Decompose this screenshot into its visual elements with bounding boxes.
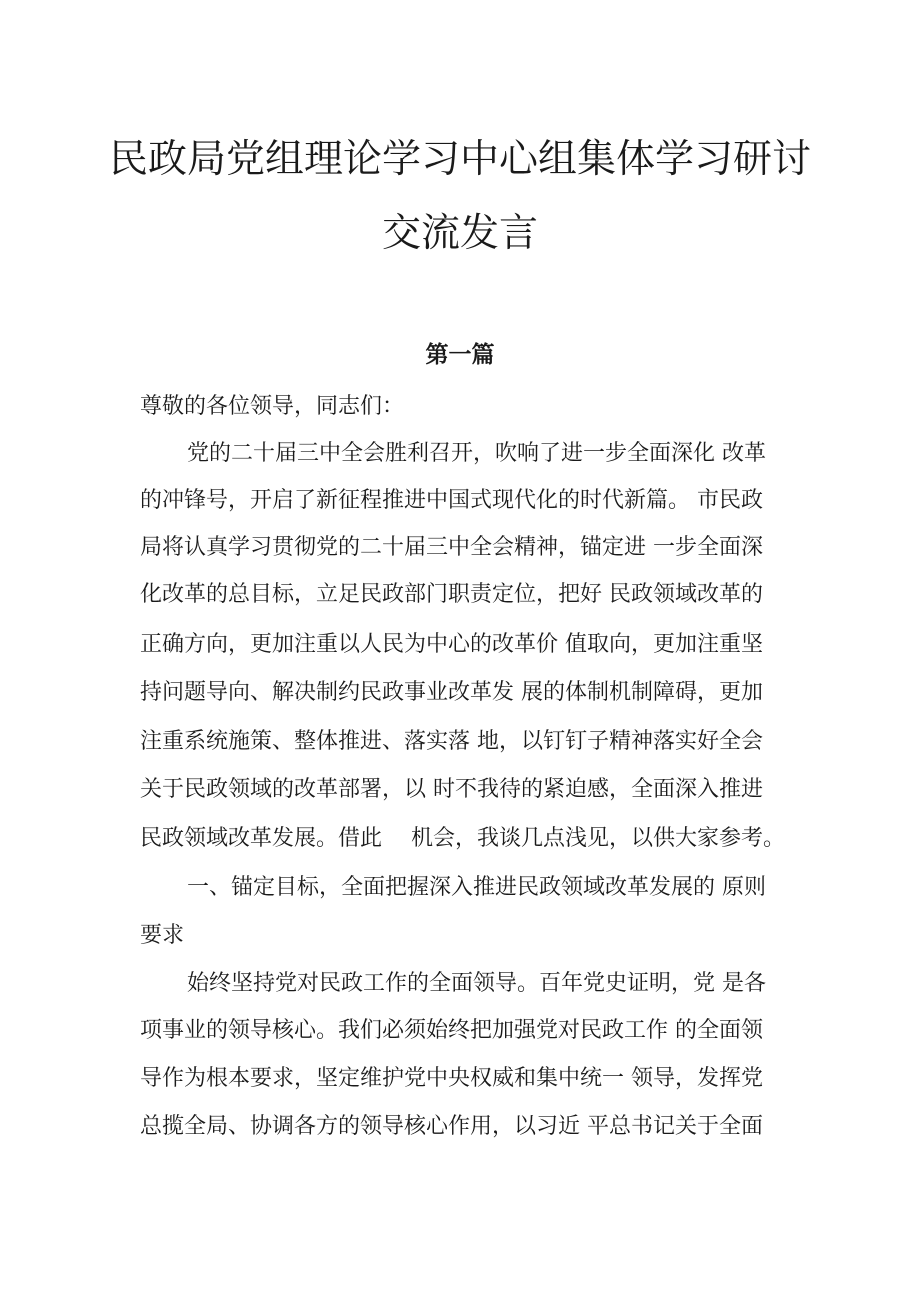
- body-line: 注重系统施策、整体推进、落实落 地，以钉钉子精神落实好全会: [140, 729, 763, 754]
- body-line: 化改革的总目标，立足民政部门职责定位，把好 民政领域改革的: [140, 582, 763, 607]
- body-line: 关于民政领域的改革部署，以 时不我待的紧迫感，全面深入推进: [140, 777, 763, 802]
- body-line: 始终坚持党对民政工作的全面领导。百年党史证明，党 是各: [187, 971, 766, 996]
- body-line: 民政领域改革发展。借此 机会，我谈几点浅见，以供大家参考。: [140, 826, 785, 851]
- document-title-line-1: 民政局党组理论学习中心组集体学习研讨: [108, 137, 811, 182]
- body-line: 项事业的领导核心。我们必须始终把加强党对民政工作 的全面领: [140, 1018, 763, 1043]
- body-line: 局将认真学习贯彻党的二十届三中全会精神，锚定进 一步全面深: [140, 535, 763, 560]
- body-line: 的冲锋号，开启了新征程推进中国式现代化的时代新篇。 市民政: [140, 488, 763, 513]
- salutation-line: 尊敬的各位领导，同志们：: [140, 394, 405, 419]
- body-line: 持问题导向、解决制约民政事业改革发 展的体制机制障碍，更加: [140, 680, 763, 705]
- heading-line: 要求: [140, 923, 185, 948]
- heading-line: 一、锚定目标，全面把握深入推进民政领域改革发展的 原则: [187, 875, 766, 900]
- document-title-line-2: 交流发言: [381, 211, 538, 256]
- body-line: 党的二十届三中全会胜利召开，吹响了进一步全面深化 改革: [187, 441, 766, 466]
- body-line: 导作为根本要求，坚定维护党中央权威和集中统一 领导，发挥党: [140, 1066, 763, 1091]
- body-line: 总揽全局、协调各方的领导核心作用，以习近 平总书记关于全面: [140, 1114, 763, 1139]
- body-line: 正确方向，更加注重以人民为中心的改革价 值取向，更加注重坚: [140, 632, 763, 657]
- section-heading: 第一篇: [425, 342, 495, 368]
